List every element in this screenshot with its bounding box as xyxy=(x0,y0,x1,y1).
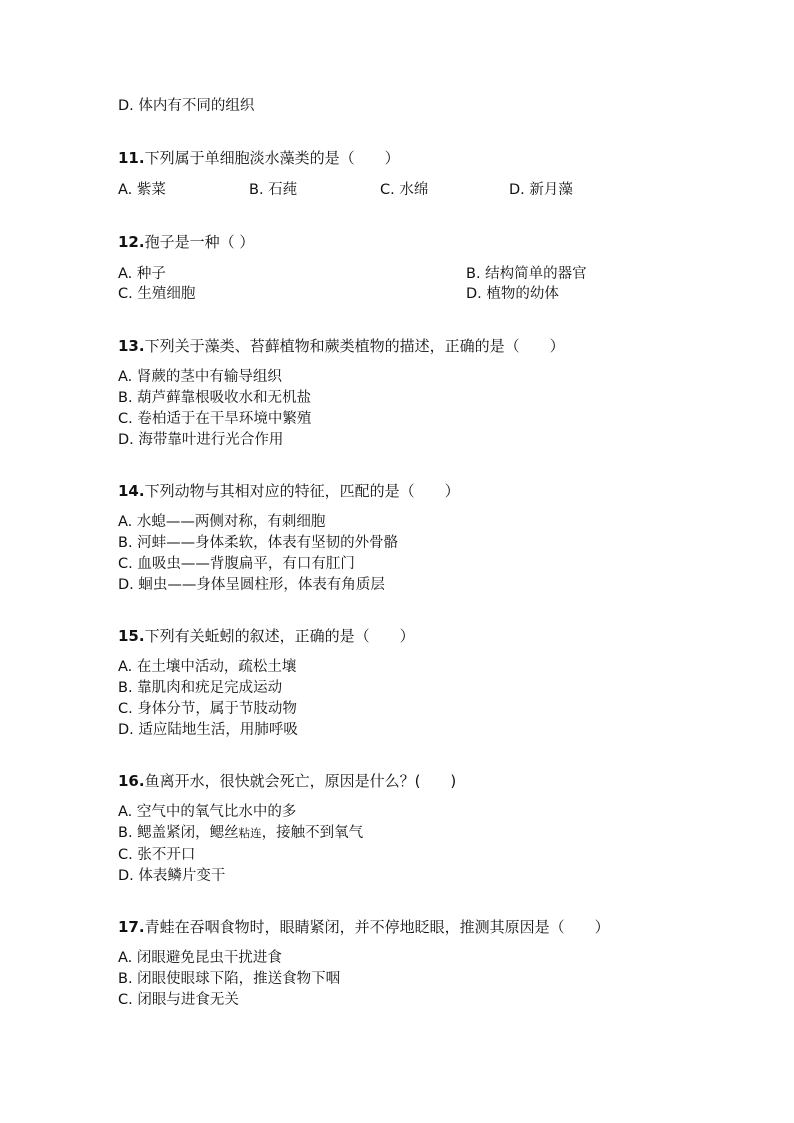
q13-option-a: A. 肾蕨的茎中有输导组织 xyxy=(118,369,282,385)
question-14 xyxy=(118,481,460,501)
question-stem: 下列属于单细胞淡水藻类的是（ ） xyxy=(144,149,400,167)
q13-option-b: B. 葫芦藓靠根吸收水和无机盐 xyxy=(118,390,312,406)
question-number: 12. xyxy=(118,233,145,251)
question-number: 15. xyxy=(118,627,145,645)
q16-option-a: A. 空气中的氧气比水中的多 xyxy=(118,804,297,820)
q14-option-d: D. 蛔虫——身体呈圆柱形，体表有角质层 xyxy=(118,577,385,593)
q13-option-c: C. 卷柏适于在干旱环境中繁殖 xyxy=(118,411,312,427)
question-17 xyxy=(118,917,610,937)
q17-option-b: B. 闭眼使眼球下陷，推送食物下咽 xyxy=(118,971,341,987)
q12-option-a: A. 种子 xyxy=(118,266,166,282)
question-12 xyxy=(118,232,254,252)
question-stem: 下列有关蚯蚓的叙述，正确的是（ ） xyxy=(144,627,415,645)
question-number: 16. xyxy=(118,772,145,790)
q17-option-a: A. 闭眼避免昆虫干扰进食 xyxy=(118,950,282,966)
q15-option-a: A. 在土壤中活动，疏松土壤 xyxy=(118,659,297,675)
question-15 xyxy=(118,626,415,646)
q16-option-c: C. 张不开口 xyxy=(118,847,196,863)
q14-option-c: C. 血吸虫——背腹扁平，有口有肛门 xyxy=(118,556,355,572)
q15-option-d: D. 适应陆地生活，用肺呼吸 xyxy=(118,722,298,738)
q16-option-d: D. 体表鳞片变干 xyxy=(118,868,226,884)
q12-option-b: B. 结构简单的器官 xyxy=(466,266,587,282)
question-number: 17. xyxy=(118,918,145,936)
question-16 xyxy=(118,771,456,791)
question-number: 14. xyxy=(118,482,145,500)
q17-option-c: C. 闭眼与进食无关 xyxy=(118,992,239,1008)
option-text: ，接触不到氧气 xyxy=(261,825,364,841)
question-stem: 青蛙在吞咽食物时，眼睛紧闭，并不停地眨眼，推测其原因是（ ） xyxy=(144,918,610,936)
option-text-small: 粘连 xyxy=(238,826,262,840)
q15-option-b: B. 靠肌肉和疣足完成运动 xyxy=(118,680,283,696)
q14-option-b: B. 河蚌——身体柔软，体表有坚韧的外骨骼 xyxy=(118,535,399,551)
question-stem: 下列关于藻类、苔藓植物和蕨类植物的描述，正确的是（ ） xyxy=(144,337,565,355)
q11-option-a: A. 紫菜 xyxy=(118,182,166,198)
option-d-previous: D. 体内有不同的组织 xyxy=(118,98,255,114)
q11-option-c: C. 水绵 xyxy=(380,182,429,198)
question-stem: 孢子是一种（ ） xyxy=(144,233,255,251)
q11-option-d: D. 新月藻 xyxy=(509,182,573,198)
q15-option-c: C. 身体分节，属于节肢动物 xyxy=(118,701,297,717)
question-number: 11. xyxy=(118,149,145,167)
q12-option-c: C. 生殖细胞 xyxy=(118,286,196,302)
question-number: 13. xyxy=(118,337,145,355)
q14-option-a: A. 水螅——两侧对称，有刺细胞 xyxy=(118,514,326,530)
q11-option-b: B. 石莼 xyxy=(249,182,298,198)
question-stem: 鱼离开水，很快就会死亡，原因是什么？( ) xyxy=(144,772,457,790)
q13-option-d: D. 海带靠叶进行光合作用 xyxy=(118,432,284,448)
q12-option-d: D. 植物的幼体 xyxy=(466,286,559,302)
question-stem: 下列动物与其相对应的特征，匹配的是（ ） xyxy=(144,482,460,500)
question-11 xyxy=(118,148,400,168)
question-13 xyxy=(118,336,565,356)
option-text: B. 鳃盖紧闭，鳃丝 xyxy=(118,825,239,841)
q16-option-b xyxy=(118,823,363,843)
